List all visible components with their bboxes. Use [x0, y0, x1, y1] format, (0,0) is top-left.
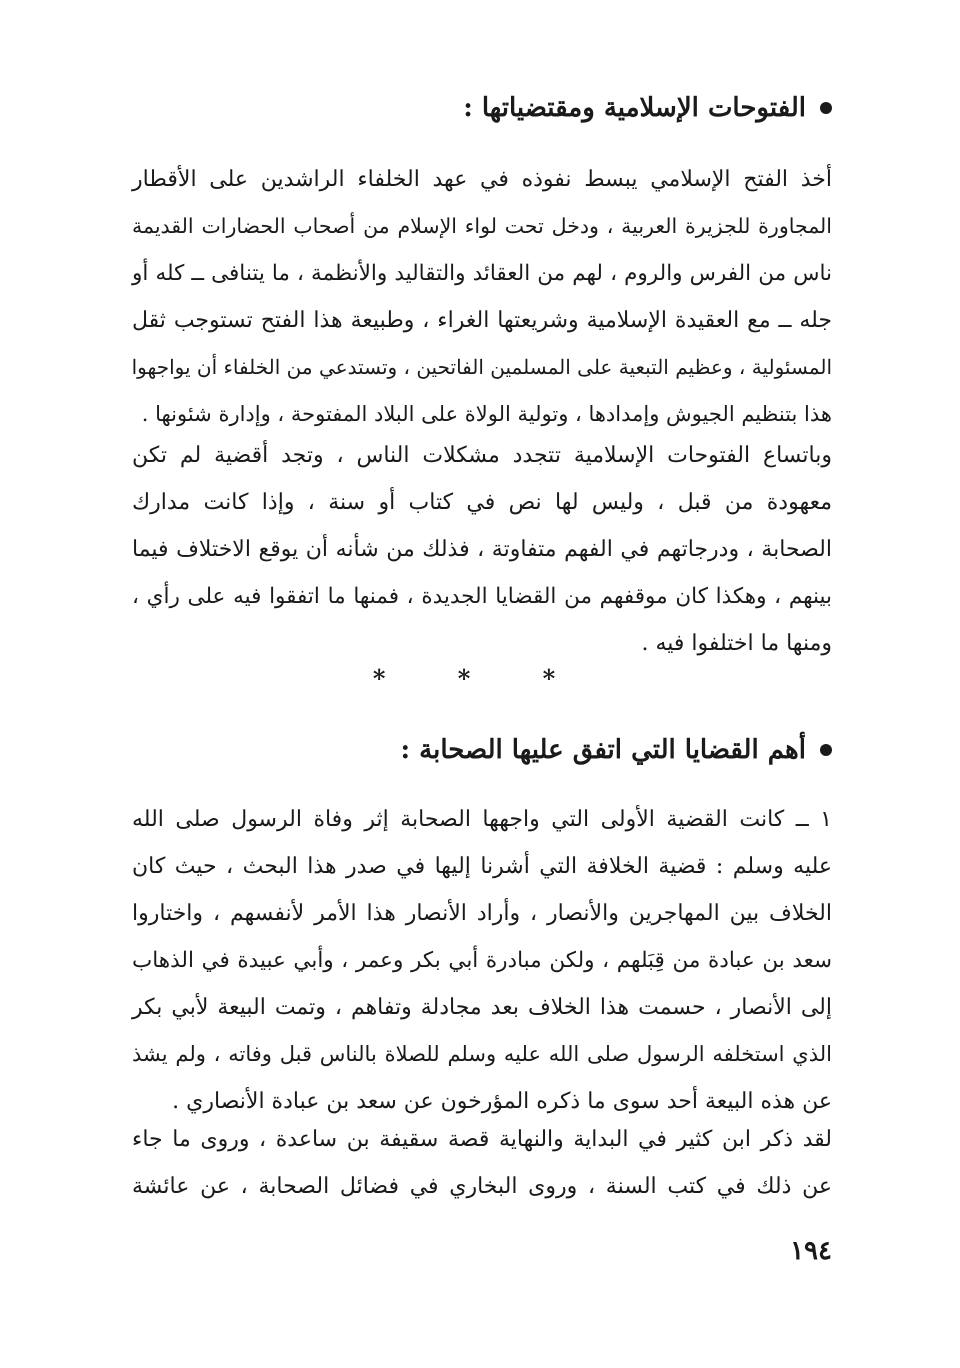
text-line: لقد ذكر ابن كثير في البداية والنهاية قصة سقيفة بن ساعدة ، وروى ما جاء [132, 1127, 832, 1152]
text-line: الصحابة ، ودرجاتهم في الفهم متفاوتة ، فذلك من شأنه أن يوقع الاختلاف فيما [132, 537, 832, 562]
text-line: ناس من الفرس والروم ، لهم من العقائد والتقاليد والأنظمة ، ما يتنافى ــ كله أو [132, 261, 832, 286]
text-line: عليه وسلم : قضية الخلافة التي أشرنا إليها في صدر هذا البحث ، حيث كان [132, 854, 832, 879]
text-line: بينهم ، وهكذا كان موقفهم من القضايا الجديدة ، فمنها ما اتفقوا فيه على رأي ، [132, 584, 832, 609]
text-line: الذي استخلفه الرسول صلى الله عليه وسلم للصلاة بالناس قبل وفاته ، ولم يشذ [132, 1042, 832, 1066]
text-line: سعد بن عبادة من قِبَلهم ، ولكن مبادرة أبي بكر وعمر ، وأبي عبيدة في الذهاب [132, 948, 832, 973]
text-line: ومنها ما اختلفوا فيه . [641, 631, 832, 656]
text-line: الخلاف بين المهاجرين والأنصار ، وأراد الأنصار هذا الأمر لأنفسهم ، واختاروا [132, 901, 832, 926]
paragraph-conquests-intro [132, 156, 832, 438]
bullet-icon [820, 744, 832, 756]
text-line: جله ــ مع العقيدة الإسلامية وشريعتها الغراء ، وطبيعة هذا الفتح تستوجب ثقل [132, 308, 832, 333]
text-line: هذا بتنظيم الجيوش وإمدادها ، وتولية الولاة على البلاد المفتوحة ، وإدارة شئونها . [141, 402, 832, 426]
text-line: وباتساع الفتوحات الإسلامية تتجدد مشكلات الناس ، وتجد أقضية لم تكن [132, 443, 832, 468]
paragraph-expansion-issues [132, 432, 832, 667]
text-line: معهودة من قبل ، وليس لها نص في كتاب أو سنة ، وإذا كانت مدارك [132, 490, 832, 515]
text-line: عن هذه البيعة أحد سوى ما ذكره المؤرخون عن سعد بن عبادة الأنصاري . [172, 1089, 832, 1114]
section-heading-agreed-issues [401, 730, 832, 770]
text-line: أخذ الفتح الإسلامي يبسط نفوذه في عهد الخلفاء الراشدين على الأقطار [132, 167, 832, 192]
section-heading-conquests [463, 88, 832, 128]
section-separator: * * * [372, 664, 588, 693]
page-number: ١٩٤ [790, 1236, 832, 1266]
text-line: عن ذلك في كتب السنة ، وروى البخاري في فضائل الصحابة ، عن عائشة [132, 1174, 832, 1199]
paragraph-caliphate-issue [132, 796, 832, 1125]
paragraph-ibn-kathir [132, 1116, 832, 1210]
text-line: المجاورة للجزيرة العربية ، ودخل تحت لواء الإسلام من أصحاب الحضارات القديمة [132, 214, 832, 238]
text-line: ١ ــ كانت القضية الأولى التي واجهها الصحابة إثر وفاة الرسول صلى الله [132, 807, 832, 832]
text-line: المسئولية ، وعظيم التبعية على المسلمين الفاتحين ، وتستدعي من الخلفاء أن يواجهوا [131, 355, 832, 379]
heading-text: أهم القضايا التي اتفق عليها الصحابة : [400, 735, 806, 765]
text-line: إلى الأنصار ، حسمت هذا الخلاف بعد مجادلة وتفاهم ، وتمت البيعة لأبي بكر [132, 995, 832, 1020]
bullet-icon [820, 102, 832, 114]
heading-text: الفتوحات الإسلامية ومقتضياتها : [463, 93, 806, 123]
